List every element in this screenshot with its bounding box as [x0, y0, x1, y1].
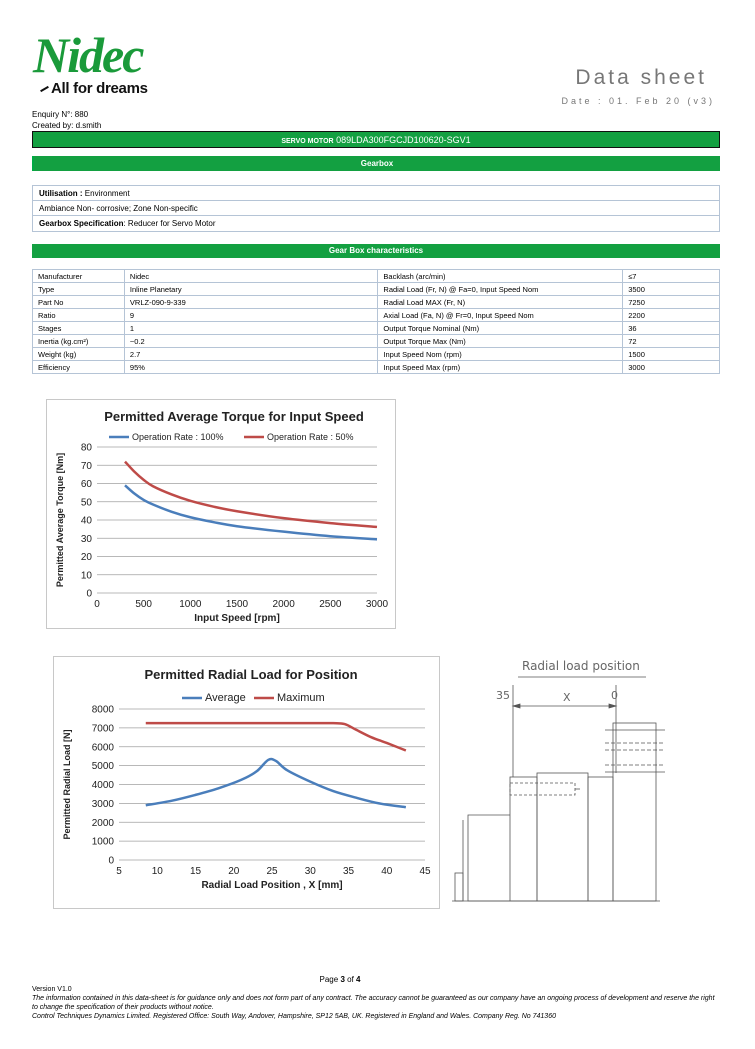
- utilisation-row: [33, 186, 719, 201]
- nidec-logo: Nidec: [33, 27, 143, 83]
- spec-cell: Nidec: [124, 270, 378, 283]
- x-tick-label: 15: [189, 866, 202, 877]
- x-tick-label: 10: [151, 866, 163, 877]
- motor-title-bar: [32, 131, 720, 148]
- y-tick-label: 40: [80, 515, 92, 527]
- x-tick-label: 0: [94, 599, 100, 610]
- spec-cell: Input Speed Max (rpm): [378, 361, 623, 374]
- x-tick-label: 40: [381, 866, 393, 877]
- legend-label: Operation Rate : 50%: [267, 432, 354, 442]
- spec-table-row: [33, 348, 720, 361]
- motor-model: 089LDA300FGCJD100620-SGV1: [336, 135, 471, 145]
- enquiry-number: Enquiry N°: 880: [32, 110, 89, 119]
- x-tick-label: 1000: [179, 599, 202, 610]
- x-tick-label: 30: [304, 866, 316, 877]
- y-axis-label: Permitted Radial Load [N]: [62, 729, 72, 840]
- drawing-title: Radial load position: [522, 659, 640, 673]
- legend-label: Maximum: [277, 692, 325, 704]
- date-line: Date : 01. Feb 20 (v3): [561, 96, 715, 106]
- spec-cell: 3000: [623, 361, 720, 374]
- chart-title: Permitted Average Torque for Input Speed: [104, 409, 364, 424]
- spec-table-row: [33, 309, 720, 322]
- series-line-operation-rate-50-: [125, 462, 377, 527]
- y-tick-label: 3000: [91, 798, 114, 810]
- utilisation-label: Utilisation :: [39, 189, 83, 198]
- x-tick-label: 2000: [272, 599, 295, 610]
- torque-chart-frame: [46, 399, 396, 629]
- x-tick-label: 2500: [319, 599, 342, 610]
- torque-chart: [47, 400, 397, 630]
- y-tick-label: 0: [86, 588, 92, 600]
- spec-cell: Efficiency: [33, 361, 125, 374]
- y-tick-label: 7000: [91, 723, 114, 735]
- spec-table-row: [33, 335, 720, 348]
- created-by: Created by: d.smith: [32, 121, 102, 130]
- spec-cell: 2200: [623, 309, 720, 322]
- spec-cell: Weight (kg): [33, 348, 125, 361]
- spec-table-row: [33, 361, 720, 374]
- tagline: [40, 80, 148, 97]
- spec-cell: Output Torque Max (Nm): [378, 335, 623, 348]
- series-line-average: [146, 759, 406, 807]
- dim-label-35: 35: [496, 689, 510, 702]
- radial-chart: [54, 657, 441, 910]
- characteristics-bar: Gear Box characteristics: [32, 244, 720, 258]
- spec-cell: 95%: [124, 361, 378, 374]
- x-tick-label: 25: [266, 866, 278, 877]
- spec-table-row: [33, 283, 720, 296]
- spec-cell: VRLZ-090-9-339: [124, 296, 378, 309]
- tagline-text: All for dreams: [51, 80, 148, 97]
- y-tick-label: 5000: [91, 761, 114, 773]
- spec-cell: 36: [623, 322, 720, 335]
- dim-label-0: 0: [611, 689, 618, 702]
- utilisation-box: [32, 185, 720, 232]
- adapter-outline: [468, 815, 510, 901]
- x-tick-label: 500: [135, 599, 153, 610]
- spec-cell: ~0.2: [124, 335, 378, 348]
- housing-step: [588, 777, 613, 901]
- spec-table-row: [33, 322, 720, 335]
- spec-cell: Input Speed Nom (rpm): [378, 348, 623, 361]
- page-total: 4: [356, 975, 361, 984]
- utilisation-value: Environment: [84, 189, 130, 198]
- spec-cell: Stages: [33, 322, 125, 335]
- dim-arrow-left-icon: [513, 704, 520, 708]
- spec-cell: 3500: [623, 283, 720, 296]
- page-of: of: [347, 975, 354, 984]
- spec-cell: Axial Load (Fa, N) @ Fr=0, Input Speed Nom: [378, 309, 623, 322]
- ambiance-row: Ambiance Non- corrosive; Zone Non-specific: [33, 201, 719, 216]
- page-title: Data sheet: [575, 66, 707, 89]
- y-tick-label: 20: [80, 552, 92, 563]
- y-tick-label: 50: [80, 497, 92, 509]
- spec-cell: 72: [623, 335, 720, 348]
- spec-cell: Backlash (arc/min): [378, 270, 623, 283]
- output-housing: [537, 773, 588, 901]
- spec-cell: Inline Planetary: [124, 283, 378, 296]
- spec-table-row: [33, 296, 720, 309]
- y-axis-label: Permitted Average Torque [Nm]: [55, 452, 65, 588]
- spec-cell: 2.7: [124, 348, 378, 361]
- y-tick-label: 60: [80, 479, 92, 490]
- spec-cell: 7250: [623, 296, 720, 309]
- y-tick-label: 1000: [91, 836, 114, 848]
- y-tick-label: 10: [80, 570, 92, 582]
- page-number: [0, 975, 680, 984]
- spec-cell: Inertia (kg.cm²): [33, 335, 125, 348]
- y-tick-label: 4000: [91, 780, 114, 791]
- dim-arrow-right-icon: [609, 704, 616, 708]
- version: Version V1.0: [32, 986, 72, 993]
- y-tick-label: 8000: [91, 704, 114, 716]
- y-tick-label: 0: [108, 855, 114, 867]
- y-tick-label: 2000: [91, 817, 114, 829]
- spec-cell: 1: [124, 322, 378, 335]
- page-prefix: Page: [319, 975, 339, 984]
- spec-cell: Radial Load MAX (Fr, N): [378, 296, 623, 309]
- spec-cell: Ratio: [33, 309, 125, 322]
- x-axis-label: Radial Load Position , X [mm]: [201, 880, 343, 891]
- spec-table-row: [33, 270, 720, 283]
- gearbox-spec-row: [33, 216, 719, 231]
- disclaimer: The information contained in this data-sheet is for guidance only and does not form part of any contract. The accuracy cannot be guaranteed as our company have an ongoing process of development and reserve the right to change the specification of their products without notice.: [32, 995, 715, 1011]
- spec-cell: 9: [124, 309, 378, 322]
- spec-cell: Manufacturer: [33, 270, 125, 283]
- motor-prefix: SERVO MOTOR: [281, 138, 334, 145]
- spec-cell: ≤7: [623, 270, 720, 283]
- y-tick-label: 80: [80, 442, 92, 454]
- x-tick-label: 1500: [225, 599, 249, 610]
- y-tick-label: 6000: [91, 742, 114, 754]
- gearbox-spec-label: Gearbox Specification: [39, 219, 124, 228]
- gearbox-bar: Gearbox: [32, 156, 720, 171]
- gearbox-spec-value: : Reducer for Servo Motor: [123, 219, 216, 228]
- dim-label-x: X: [563, 691, 571, 704]
- spec-cell: Radial Load (Fr, N) @ Fa=0, Input Speed Nom: [378, 283, 623, 296]
- company-info: Control Techniques Dynamics Limited. Registered Office: South Way, Andover, Hampshire, SP12 5AB, UK. Registered in England and Wales. Company Reg. No 741360: [32, 1013, 556, 1020]
- radial-load-drawing: [450, 655, 670, 910]
- y-tick-label: 70: [80, 460, 92, 472]
- spec-cell: Output Torque Nominal (Nm): [378, 322, 623, 335]
- spec-table: [32, 269, 720, 374]
- mount-detail: [455, 873, 463, 901]
- tagline-dash-icon: [40, 86, 49, 92]
- x-axis-label: Input Speed [rpm]: [194, 613, 280, 624]
- output-shaft-body: [510, 777, 537, 901]
- radial-chart-frame: [53, 656, 440, 909]
- legend-label: Operation Rate : 100%: [132, 432, 224, 442]
- page-current: 3: [340, 975, 345, 984]
- x-tick-label: 45: [419, 866, 431, 877]
- x-tick-label: 3000: [365, 599, 389, 610]
- x-tick-label: 5: [116, 866, 122, 877]
- chart-title: Permitted Radial Load for Position: [144, 667, 358, 682]
- x-tick-label: 20: [228, 866, 240, 877]
- x-tick-label: 35: [342, 866, 355, 877]
- y-tick-label: 30: [80, 533, 92, 545]
- spec-cell: Part No: [33, 296, 125, 309]
- legend-label: Average: [205, 692, 246, 704]
- spec-cell: 1500: [623, 348, 720, 361]
- spec-cell: Type: [33, 283, 125, 296]
- keyway-outline: [510, 783, 575, 795]
